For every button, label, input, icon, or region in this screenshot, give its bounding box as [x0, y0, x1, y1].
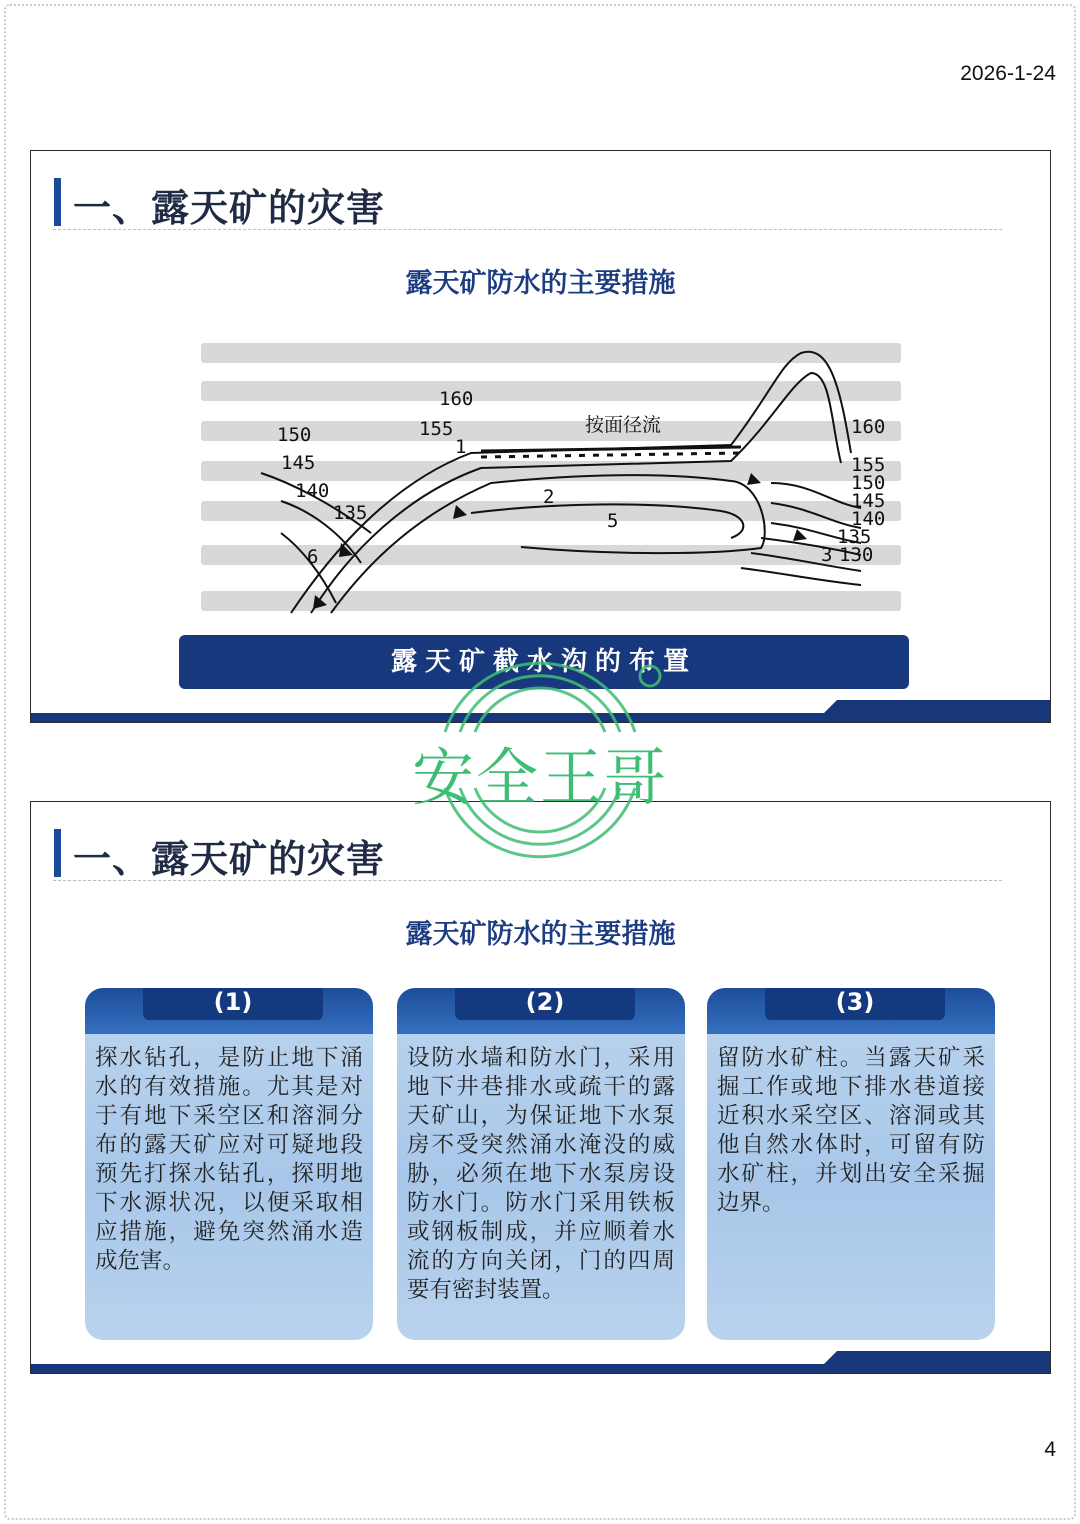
- watermark-text: 安全王哥: [411, 741, 668, 814]
- road-label: 按面径流: [585, 414, 662, 436]
- section-accent-bar: [54, 829, 61, 877]
- contour-label: 155: [419, 418, 454, 440]
- contour-label: 135: [837, 526, 872, 548]
- contour-label: 140: [295, 480, 330, 502]
- contour-label: 150: [277, 424, 312, 446]
- diagram-marker: 2: [543, 486, 555, 508]
- contour-label: 140: [851, 508, 886, 530]
- section-title: 一、露天矿的灾害: [73, 837, 386, 881]
- contour-label: 160: [439, 388, 474, 410]
- card-text: 留防水矿柱。当露天矿采掘工作或地下排水巷道接近积水采空区、溶洞或其他自然水体时，可留有防水矿柱，并划出安全采掘边界。: [717, 1045, 985, 1216]
- contour-label: 130: [839, 544, 874, 566]
- section-title: 一、露天矿的灾害: [73, 186, 386, 230]
- measure-card: [707, 988, 995, 1340]
- card-text: 探水钻孔，是防止地下涌水的有效措施。尤其是对于有地下采空区和溶洞分布的露天矿应对可疑地段预先打探水钻孔，探明地下水源状况，以便采取相应措施，避免突然涌水造成危害。: [95, 1045, 363, 1274]
- card-number: (1): [143, 988, 323, 1020]
- measure-card: [397, 988, 685, 1340]
- scan-background: [201, 343, 901, 611]
- slide-footer-wedge: [815, 700, 1050, 722]
- section-accent-bar: [54, 178, 61, 226]
- card-number: (3): [765, 988, 945, 1020]
- section-divider: [53, 229, 1002, 230]
- drainage-ditch-diagram: [171, 333, 911, 631]
- card-number: (2): [455, 988, 635, 1020]
- page-number: 4: [1044, 1438, 1056, 1461]
- contour-label: 160: [851, 416, 886, 438]
- slide-subtitle: 露天矿防水的主要措施: [405, 268, 676, 299]
- slide-2: [30, 801, 1051, 1374]
- diagram-caption: 露天矿截水沟的布置: [179, 635, 909, 689]
- contour-label: 145: [281, 452, 316, 474]
- contour-label: 145: [851, 490, 886, 512]
- section-divider: [53, 880, 1002, 881]
- contour-label: 135: [333, 502, 368, 524]
- diagram-marker: 5: [607, 510, 619, 532]
- diagram-marker: 1: [455, 436, 467, 458]
- diagram-marker: 6: [307, 546, 319, 568]
- contour-label: 150: [851, 472, 886, 494]
- measure-card: [85, 988, 373, 1340]
- slide-subtitle: 露天矿防水的主要措施: [405, 919, 676, 950]
- contour-label: 155: [851, 454, 886, 476]
- diagram-marker: 3: [821, 544, 833, 566]
- page-date: 2026-1-24: [960, 62, 1056, 85]
- slide-1: [30, 150, 1051, 723]
- flow-arrows: [313, 473, 807, 609]
- card-text: 设防水墙和防水门，采用地下井巷排水或疏干的露天矿山，为保证地下水泵房不受突然涌水淹没的威胁，必须在地下水泵房设防水门。防水门采用铁板或钢板制成，并应顺着水流的方向关闭，门的四周要有密封装置。: [407, 1045, 675, 1303]
- slide-footer-wedge: [815, 1351, 1050, 1373]
